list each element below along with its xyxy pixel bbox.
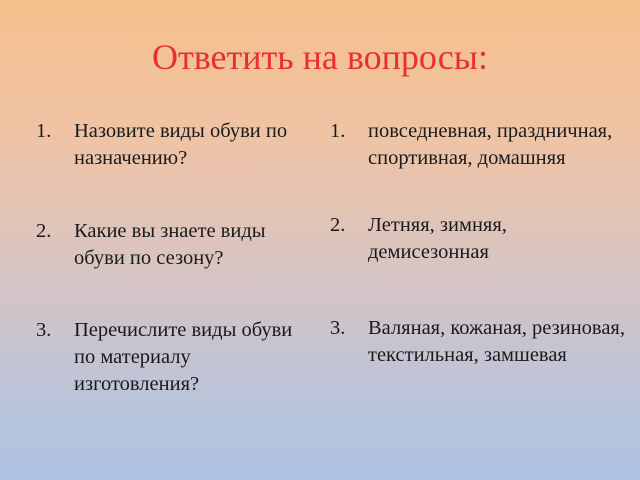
question-item [36,118,308,172]
question-text: Какие вы знаете виды обуви по сезону? [74,220,266,269]
answer-text: Летняя, зимняя, демисезонная [368,214,507,263]
question-text: Назовите виды обуви по назначению? [74,120,288,169]
answer-item [330,118,630,172]
list-number: 3. [330,317,346,339]
answer-item [330,315,630,369]
slide-title: Ответить на вопросы: [152,37,488,77]
list-number: 2. [330,214,346,236]
answer-item [330,212,630,266]
answer-text: Валяная, кожаная, резиновая, текстильная, замшевая [368,317,625,366]
list-number: 1. [36,120,52,142]
question-item [36,317,308,398]
list-number: 3. [36,319,52,341]
answer-text: повседневная, праздничная, спортивная, домашняя [368,120,613,169]
question-item [36,218,308,272]
list-number: 2. [36,220,52,242]
list-number: 1. [330,120,346,142]
question-text: Перечислите виды обуви по материалу изготовления? [74,319,293,395]
